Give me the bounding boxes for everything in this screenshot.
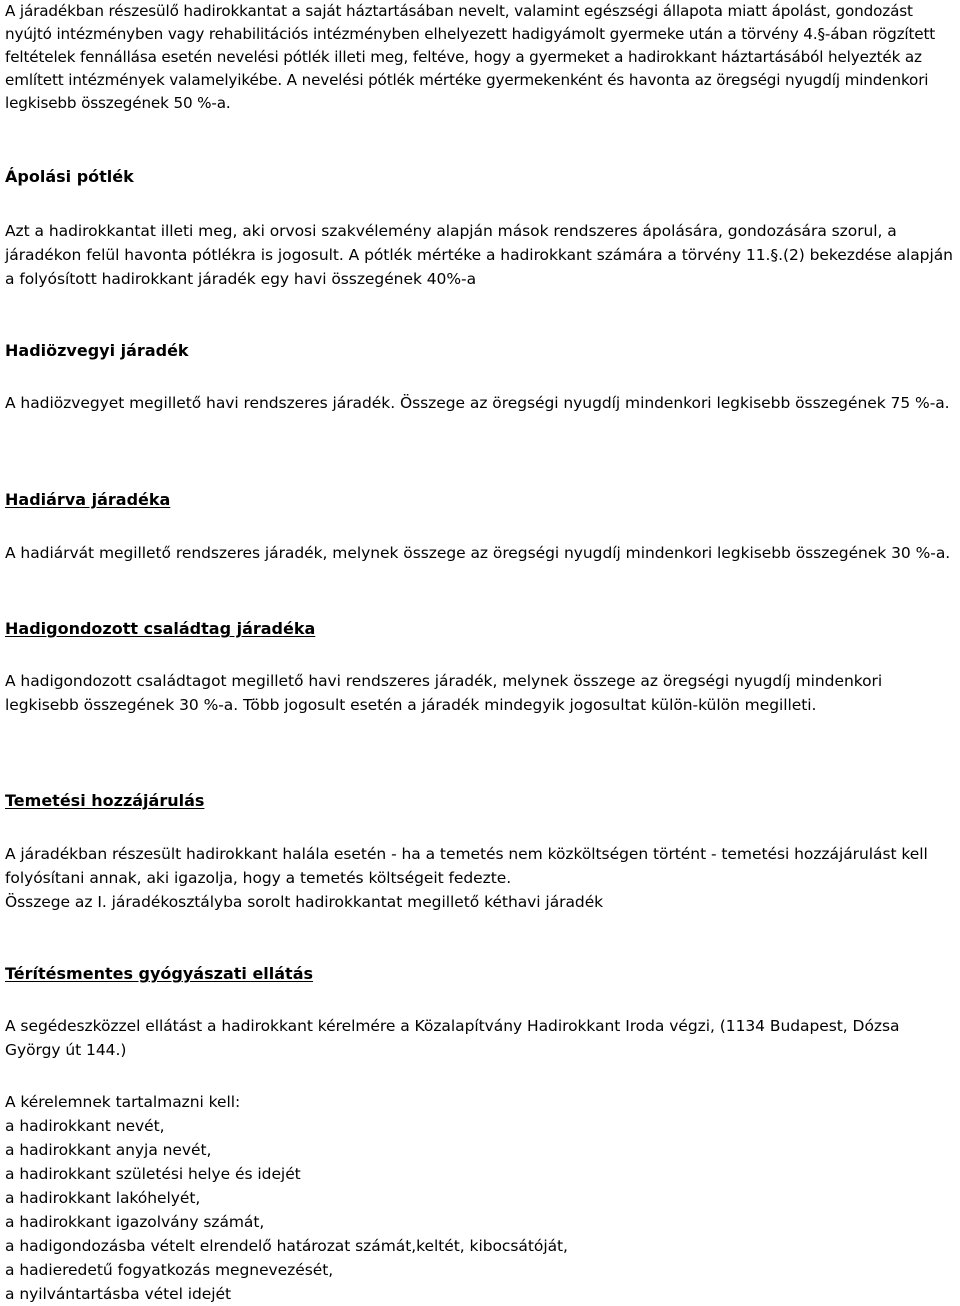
list-item: a hadirokkant lakóhelyét,	[5, 1189, 201, 1207]
section-hadiozvegyi-jaradek	[5, 339, 189, 363]
section-heading: Ápolási pótlék	[5, 167, 134, 186]
list-item: a hadirokkant nevét,	[5, 1117, 165, 1135]
section-hadigondozott-csaladtag	[5, 617, 315, 641]
section-hadiozvegyi-jaradek-body	[5, 391, 950, 415]
section-temetesi-hozzajarulas	[5, 789, 204, 813]
section-paragraph-amount: Összege az I. járadékosztályba sorolt hadirokkantat megillető kéthavi járadék	[5, 893, 604, 911]
list-item: a hadigondozásba vételt elrendelő határozat számát,keltét, kibocsátóját,	[5, 1237, 568, 1255]
section-paragraph: A hadigondozott családtagot megillető havi rendszeres járadék, melynek összege az öregségi nyugdíj mindenkori legkisebb összegének 30 %-a. Több jogosult esetén a járadék mindegyik jogosultat külön-külön megilleti.	[5, 672, 883, 714]
section-teritesmentes-gyogyaszati	[5, 962, 313, 986]
intro-paragraph: A járadékban részesülő hadirokkantat a saját háztartásában nevelt, valamint egészségi állapota miatt ápolást, gondozást nyújtó intézményben vagy rehabilitációs intézményben elhelyezett hadigyámolt gyermeke után a törvény 4.§-ában rögzített feltételek fennállása esetén nevelési pótlék illeti meg, feltéve, hogy a gyermeket a hadirokkant háztartásából helyezték az említett intézmények valamelyikébe. A nevelési pótlék mértéke gyermekenként és havonta az öregségi nyugdíj mindenkori legkisebb összegének 50 %-a.	[5, 2, 936, 112]
section-paragraph: A hadiözvegyet megillető havi rendszeres járadék. Összege az öregségi nyugdíj mindenkori legkisebb összegének 75 %-a.	[5, 394, 950, 412]
list-item: a hadieredetű fogyatkozás megnevezését,	[5, 1261, 334, 1279]
section-paragraph: Azt a hadirokkantat illeti meg, aki orvosi szakvélemény alapján mások rendszeres ápolására, gondozására szorul, a járadékon felül havonta pótlékra is jogosult. A pótlék mértéke a hadirokkant számára a törvény 11.§.(2) bekezdése alapján a folyósított hadirokkant járadék egy havi összegének 40%-a	[5, 222, 953, 288]
list-item: a hadirokkant születési helye és idejét	[5, 1165, 301, 1183]
section-temetesi-hozzajarulas-body	[5, 842, 955, 914]
section-paragraph: A járadékban részesült hadirokkant halála esetén - ha a temetés nem közköltségen történt - temetési hozzájárulást kell folyósítani annak, aki igazolja, hogy a temetés költségeit fedezte.	[5, 845, 928, 887]
section-teritesmentes-gyogyaszati-body	[5, 1014, 955, 1062]
section-apolasi-potlek-body	[5, 219, 955, 291]
section-heading: Hadiárva járadéka	[5, 490, 171, 509]
section-paragraph: A segédeszközzel ellátást a hadirokkant kérelmére a Közalapítvány Hadirokkant Iroda végzi, (1134 Budapest, Dózsa György út 144.)	[5, 1017, 900, 1059]
list-item: a nyilvántartásba vétel idejét	[5, 1285, 232, 1303]
intro-block	[5, 0, 955, 115]
section-paragraph: A hadiárvát megillető rendszeres járadék, melynek összege az öregségi nyugdíj mindenkori legkisebb összegének 30 %-a.	[5, 544, 951, 562]
section-heading: Hadiözvegyi járadék	[5, 341, 189, 360]
section-apolasi-potlek	[5, 165, 134, 189]
section-heading: Térítésmentes gyógyászati ellátás	[5, 964, 314, 983]
list-item: a hadirokkant anyja nevét,	[5, 1141, 212, 1159]
requirements-list	[5, 1090, 568, 1306]
section-hadiarva-jaradeka	[5, 488, 170, 512]
section-hadiarva-jaradeka-body	[5, 541, 950, 565]
section-heading: Hadigondozott családtag járadéka	[5, 619, 316, 638]
list-intro: A kérelemnek tartalmazni kell:	[5, 1093, 241, 1111]
section-hadigondozott-csaladtag-body	[5, 669, 955, 717]
section-heading: Temetési hozzájárulás	[5, 791, 205, 810]
list-item: a hadirokkant igazolvány számát,	[5, 1213, 265, 1231]
